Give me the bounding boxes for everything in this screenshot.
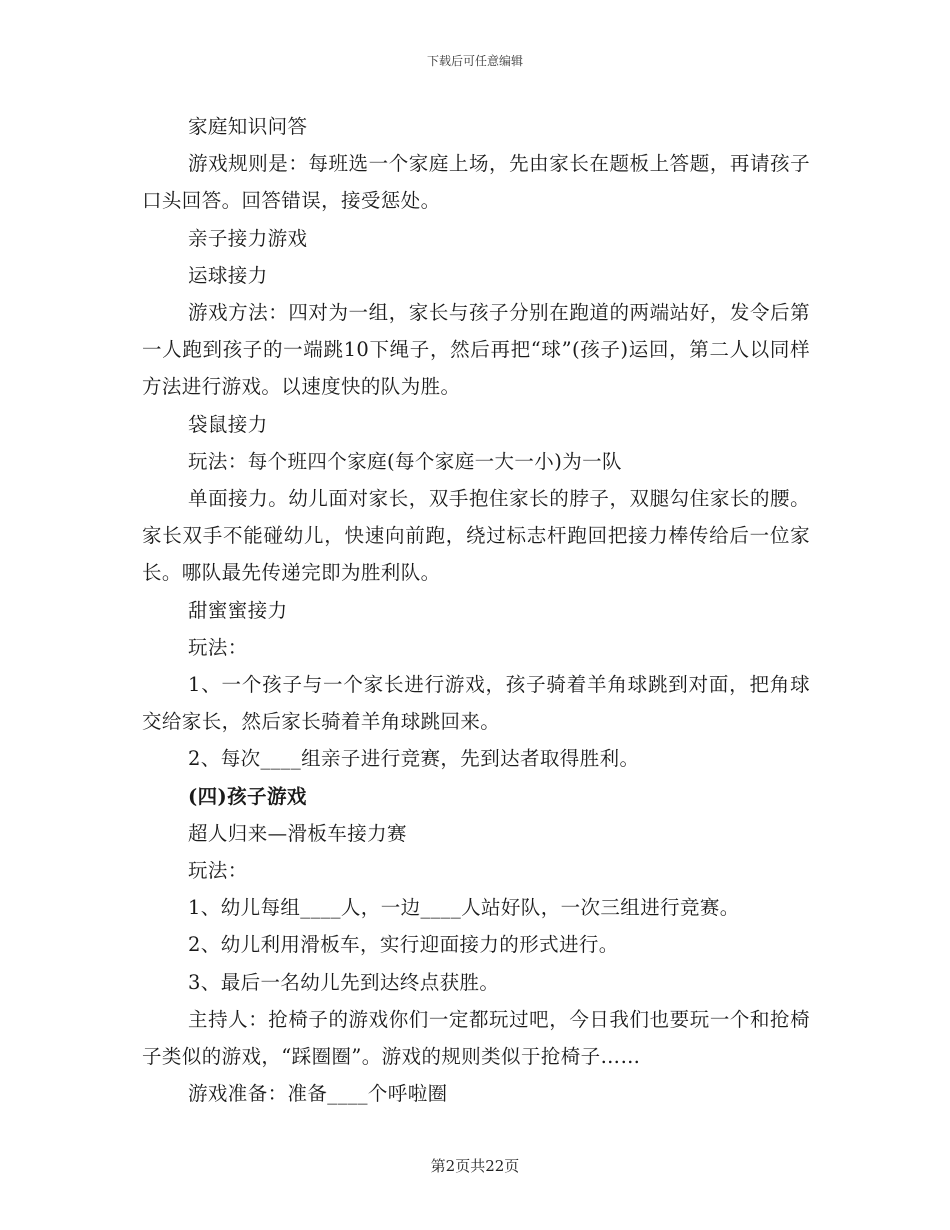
heading-sweet-relay: 甜蜜蜜接力	[188, 598, 288, 622]
heading-parent-child-relay: 亲子接力游戏	[188, 226, 308, 250]
section-heading-kids-games: (四)孩子游戏	[188, 784, 307, 808]
paragraph-game-prep: 游戏准备：准备____个呼啦圈	[188, 1082, 448, 1106]
paragraph-kangaroo-rules: 单面接力。幼儿面对家长，双手抱住家长的脖子，双腿勾住家长的腰。家长双手不能碰幼儿，快速向前跑，绕过标志杆跑回把接力棒传给后一位家长。哪队最先传递完即为胜利队。	[142, 487, 810, 585]
list-item-sweet-2: 2、每次____组亲子进行竞赛，先到达者取得胜利。	[188, 747, 640, 771]
heading-scooter-relay: 超人归来—滑板车接力赛	[188, 821, 407, 845]
label-play-method: 玩法：	[188, 635, 248, 659]
heading-kangaroo-relay: 袋鼠接力	[188, 412, 268, 436]
document-body	[142, 108, 810, 1112]
list-item-scooter-2: 2、幼儿利用滑板车，实行迎面接力的形式进行。	[188, 933, 619, 957]
paragraph-ball-relay-method: 游戏方法：四对为一组，家长与孩子分别在跑道的两端站好，发令后第一人跑到孩子的一端跳10下绳子，然后再把“球”(孩子)运回，第二人以同样方法进行游戏。以速度快的队为胜。	[142, 301, 810, 399]
paragraph-kangaroo-play: 玩法：每个班四个家庭(每个家庭一大一小)为一队	[188, 449, 622, 473]
heading-ball-relay: 运球接力	[188, 263, 268, 287]
page-number: 第2页共22页	[430, 1157, 520, 1175]
label-play-method-2: 玩法：	[188, 859, 248, 883]
paragraph-quiz-rules: 游戏规则是：每班选一个家庭上场，先由家长在题板上答题，再请孩子口头回答。回答错误，接受惩处。	[142, 152, 810, 213]
page-header: 下载后可任意编辑	[426, 54, 523, 68]
list-item-sweet-1: 1、一个孩子与一个家长进行游戏，孩子骑着羊角球跳到对面，把角球交给家长，然后家长骑着羊角球跳回来。	[142, 673, 810, 734]
list-item-scooter-3: 3、最后一名幼儿先到达终点获胜。	[188, 970, 500, 994]
list-item-scooter-1: 1、幼儿每组____人，一边____人站好队，一次三组进行竞赛。	[188, 896, 740, 920]
paragraph-host-speech: 主持人：抢椅子的游戏你们一定都玩过吧，今日我们也要玩一个和抢椅子类似的游戏，“踩圈圈”。游戏的规则类似于抢椅子……	[142, 1007, 810, 1069]
heading-family-quiz: 家庭知识问答	[188, 115, 308, 138]
